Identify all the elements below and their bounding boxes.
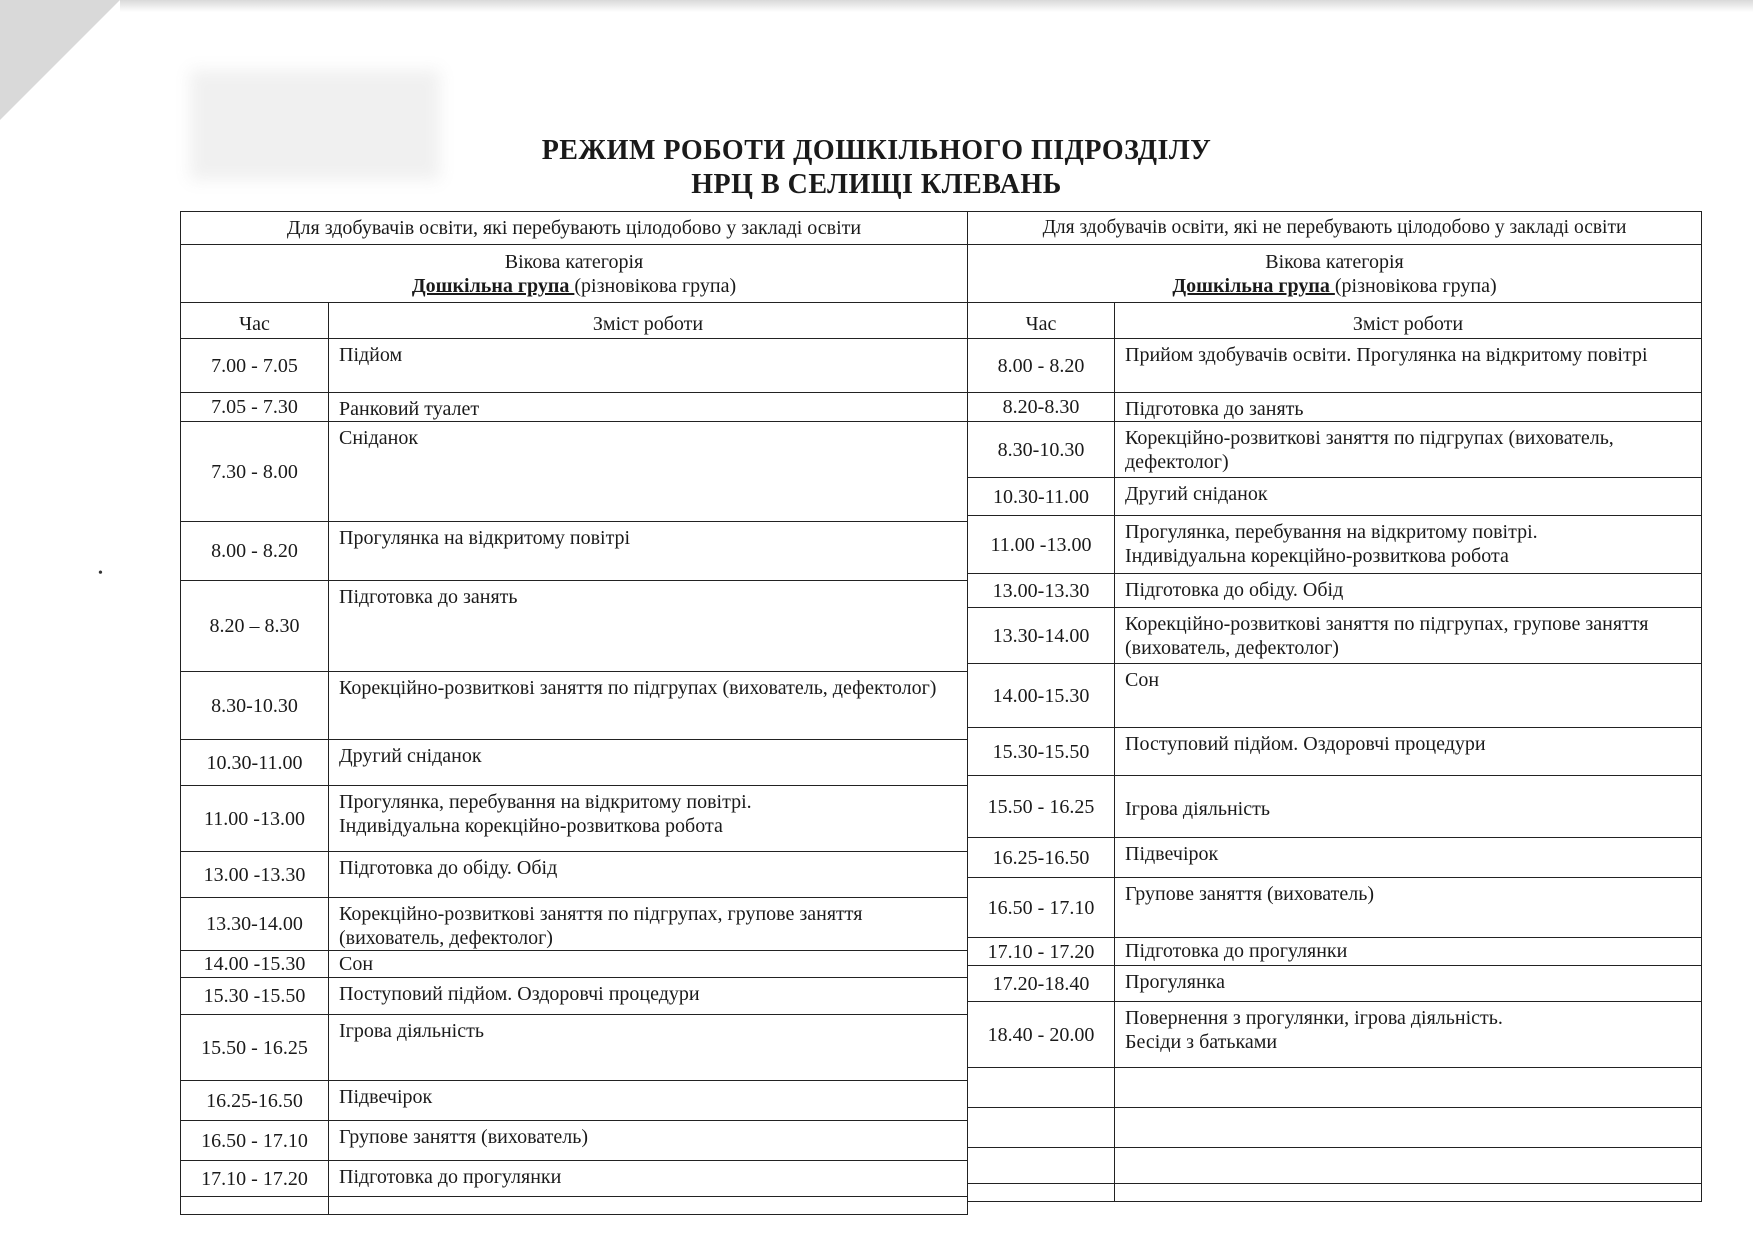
table-row	[968, 776, 1702, 838]
table-row	[181, 522, 968, 581]
row-activity: Поступовий підйом. Оздоровчі процедури	[1115, 728, 1702, 776]
row-activity: Підготовка до занять	[1115, 393, 1702, 422]
empty-row	[968, 1148, 1702, 1184]
empty-cell	[968, 1184, 1115, 1202]
scan-edge-shadow	[120, 0, 1753, 12]
table-row	[181, 898, 968, 951]
row-activity: Поступовий підйом. Оздоровчі процедури	[329, 978, 968, 1015]
left-table-header: Для здобувачів освіти, які перебувають цілодобово у закладі освіти	[181, 212, 968, 245]
group-name: Дошкільна група	[1172, 274, 1335, 297]
row-time: 16.50 - 17.10	[968, 878, 1115, 938]
row-time: 13.00-13.30	[968, 574, 1115, 608]
table-row	[968, 516, 1702, 574]
table-row	[181, 1081, 968, 1121]
empty-cell	[1115, 1148, 1702, 1184]
page-title	[0, 134, 1753, 202]
left-age-category	[181, 245, 968, 303]
row-time: 8.20 – 8.30	[181, 581, 329, 672]
empty-cell	[968, 1148, 1115, 1184]
column-header-time: Час	[968, 303, 1115, 339]
table-row	[968, 422, 1702, 478]
empty-row	[968, 1068, 1702, 1108]
row-time: 15.30 -15.50	[181, 978, 329, 1015]
column-header-content: Зміст роботи	[329, 303, 968, 339]
row-time: 10.30-11.00	[968, 478, 1115, 516]
row-activity: Корекційно-розвиткові заняття по підгрупах, групове заняття (вихователь, дефектолог)	[329, 898, 968, 951]
row-activity	[1115, 1002, 1702, 1068]
table-row	[968, 478, 1702, 516]
row-time: 17.10 - 17.20	[181, 1161, 329, 1197]
table-row	[181, 951, 968, 978]
empty-row	[968, 1184, 1702, 1202]
column-header-content: Зміст роботи	[1115, 303, 1702, 339]
schedule-table-full-day	[180, 211, 968, 1215]
row-activity: Підвечірок	[1115, 838, 1702, 878]
row-activity: Ранковий туалет	[329, 393, 968, 422]
activity-line-2: Індивідуальна корекційно-розвиткова робота	[1125, 545, 1509, 567]
row-activity: Сон	[329, 951, 968, 978]
table-row	[181, 978, 968, 1015]
row-activity: Другий сніданок	[329, 740, 968, 786]
table-row	[181, 393, 968, 422]
table-row-cut-off	[181, 1197, 968, 1215]
row-activity: Ігрова діяльність	[329, 1015, 968, 1081]
table-row	[181, 672, 968, 740]
row-time: 16.25-16.50	[181, 1081, 329, 1121]
row-time: 8.30-10.30	[968, 422, 1115, 478]
table-row	[968, 938, 1702, 966]
activity-line-1: Прогулянка, перебування на відкритому повітрі.	[339, 791, 752, 813]
age-category-label: Вікова категорія	[504, 250, 644, 273]
row-time: 15.30-15.50	[968, 728, 1115, 776]
age-category-label: Вікова категорія	[1265, 250, 1404, 273]
row-time: 8.20-8.30	[968, 393, 1115, 422]
group-name: Дошкільна група	[411, 274, 575, 297]
table-row	[968, 728, 1702, 776]
title-line-1: РЕЖИМ РОБОТИ ДОШКІЛЬНОГО ПІДРОЗДІЛУ	[541, 135, 1212, 166]
row-time: 16.25-16.50	[968, 838, 1115, 878]
table-row	[968, 966, 1702, 1002]
row-activity: Групове заняття (вихователь)	[1115, 878, 1702, 938]
row-activity: Підготовка до обіду. Обід	[1115, 574, 1702, 608]
row-time: 7.05 - 7.30	[181, 393, 329, 422]
row-time: 10.30-11.00	[181, 740, 329, 786]
page-fold-shadow	[0, 0, 120, 120]
row-time: 14.00-15.30	[968, 664, 1115, 728]
table-row	[968, 339, 1702, 393]
row-activity: Групове заняття (вихователь)	[329, 1121, 968, 1161]
title-line-2: НРЦ В СЕЛИЩІ КЛЕВАНЬ	[691, 169, 1062, 200]
group-note: (різновікова група)	[574, 274, 737, 297]
row-time: 8.00 - 8.20	[181, 522, 329, 581]
table-row	[181, 422, 968, 522]
row-activity: Другий сніданок	[1115, 478, 1702, 516]
row-time: 13.00 -13.30	[181, 852, 329, 898]
row-time: 16.50 - 17.10	[181, 1121, 329, 1161]
row-time: 15.50 - 16.25	[181, 1015, 329, 1081]
activity-line-1: Повернення з прогулянки, ігрова діяльність.	[1125, 1007, 1503, 1029]
table-row	[181, 1015, 968, 1081]
activity-line-1: Прогулянка, перебування на відкритому повітрі.	[1125, 521, 1538, 543]
column-header-time: Час	[181, 303, 329, 339]
row-time: 11.00 -13.00	[968, 516, 1115, 574]
row-time: 13.30-14.00	[968, 608, 1115, 664]
row-activity: Підготовка до прогулянки	[329, 1161, 968, 1197]
empty-cell	[1115, 1108, 1702, 1148]
table-row	[968, 393, 1702, 422]
row-time: 11.00 -13.00	[181, 786, 329, 852]
table-row	[968, 574, 1702, 608]
empty-cell	[1115, 1068, 1702, 1108]
row-time: 7.00 - 7.05	[181, 339, 329, 393]
row-activity: Корекційно-розвиткові заняття по підгрупах (вихователь, дефектолог)	[1115, 422, 1702, 478]
table-row	[968, 608, 1702, 664]
row-activity: Прогулянка на відкритому повітрі	[329, 522, 968, 581]
row-activity: Сніданок	[329, 422, 968, 522]
table-row	[181, 786, 968, 852]
row-activity: Підготовка до обіду. Обід	[329, 852, 968, 898]
row-activity: Підвечірок	[329, 1081, 968, 1121]
empty-cell	[329, 1197, 968, 1215]
table-row	[181, 339, 968, 393]
row-time: 15.50 - 16.25	[968, 776, 1115, 838]
table-row	[968, 1002, 1702, 1068]
row-activity: Підготовка до прогулянки	[1115, 938, 1702, 966]
table-row	[968, 878, 1702, 938]
table-row	[181, 1121, 968, 1161]
row-activity: Підготовка до занять	[329, 581, 968, 672]
row-time: 17.10 - 17.20	[968, 938, 1115, 966]
row-time: 14.00 -15.30	[181, 951, 329, 978]
row-time: 7.30 - 8.00	[181, 422, 329, 522]
empty-row	[968, 1108, 1702, 1148]
row-activity: Прийом здобувачів освіти. Прогулянка на відкритому повітрі	[1115, 339, 1702, 393]
table-row	[181, 1161, 968, 1197]
right-age-category	[968, 245, 1702, 303]
row-activity: Корекційно-розвиткові заняття по підгрупах, групове заняття (вихователь, дефектолог)	[1115, 608, 1702, 664]
row-activity: Ігрова діяльність	[1115, 776, 1702, 838]
activity-line-2: Бесіди з батьками	[1125, 1031, 1278, 1053]
row-time: 17.20-18.40	[968, 966, 1115, 1002]
row-activity: Сон	[1115, 664, 1702, 728]
row-time: 8.00 - 8.20	[968, 339, 1115, 393]
empty-cell	[968, 1108, 1115, 1148]
row-time: 8.30-10.30	[181, 672, 329, 740]
right-table-header: Для здобувачів освіти, які не перебувають цілодобово у закладі освіти	[968, 212, 1702, 245]
row-time: 18.40 - 20.00	[968, 1002, 1115, 1068]
row-activity	[1115, 516, 1702, 574]
row-activity	[329, 786, 968, 852]
table-row	[181, 852, 968, 898]
scan-speck: •	[98, 566, 103, 581]
empty-cell	[181, 1197, 329, 1215]
activity-line-2: Індивідуальна корекційно-розвиткова робота	[339, 815, 723, 837]
row-activity: Підйом	[329, 339, 968, 393]
table-row	[968, 664, 1702, 728]
group-note: (різновікова група)	[1334, 274, 1497, 297]
row-time: 13.30-14.00	[181, 898, 329, 951]
row-activity: Прогулянка	[1115, 966, 1702, 1002]
row-activity: Корекційно-розвиткові заняття по підгрупах (вихователь, дефектолог)	[329, 672, 968, 740]
table-row	[181, 581, 968, 672]
table-row	[968, 838, 1702, 878]
empty-cell	[968, 1068, 1115, 1108]
empty-cell	[1115, 1184, 1702, 1202]
schedule-table-day	[967, 211, 1702, 1202]
table-row	[181, 740, 968, 786]
